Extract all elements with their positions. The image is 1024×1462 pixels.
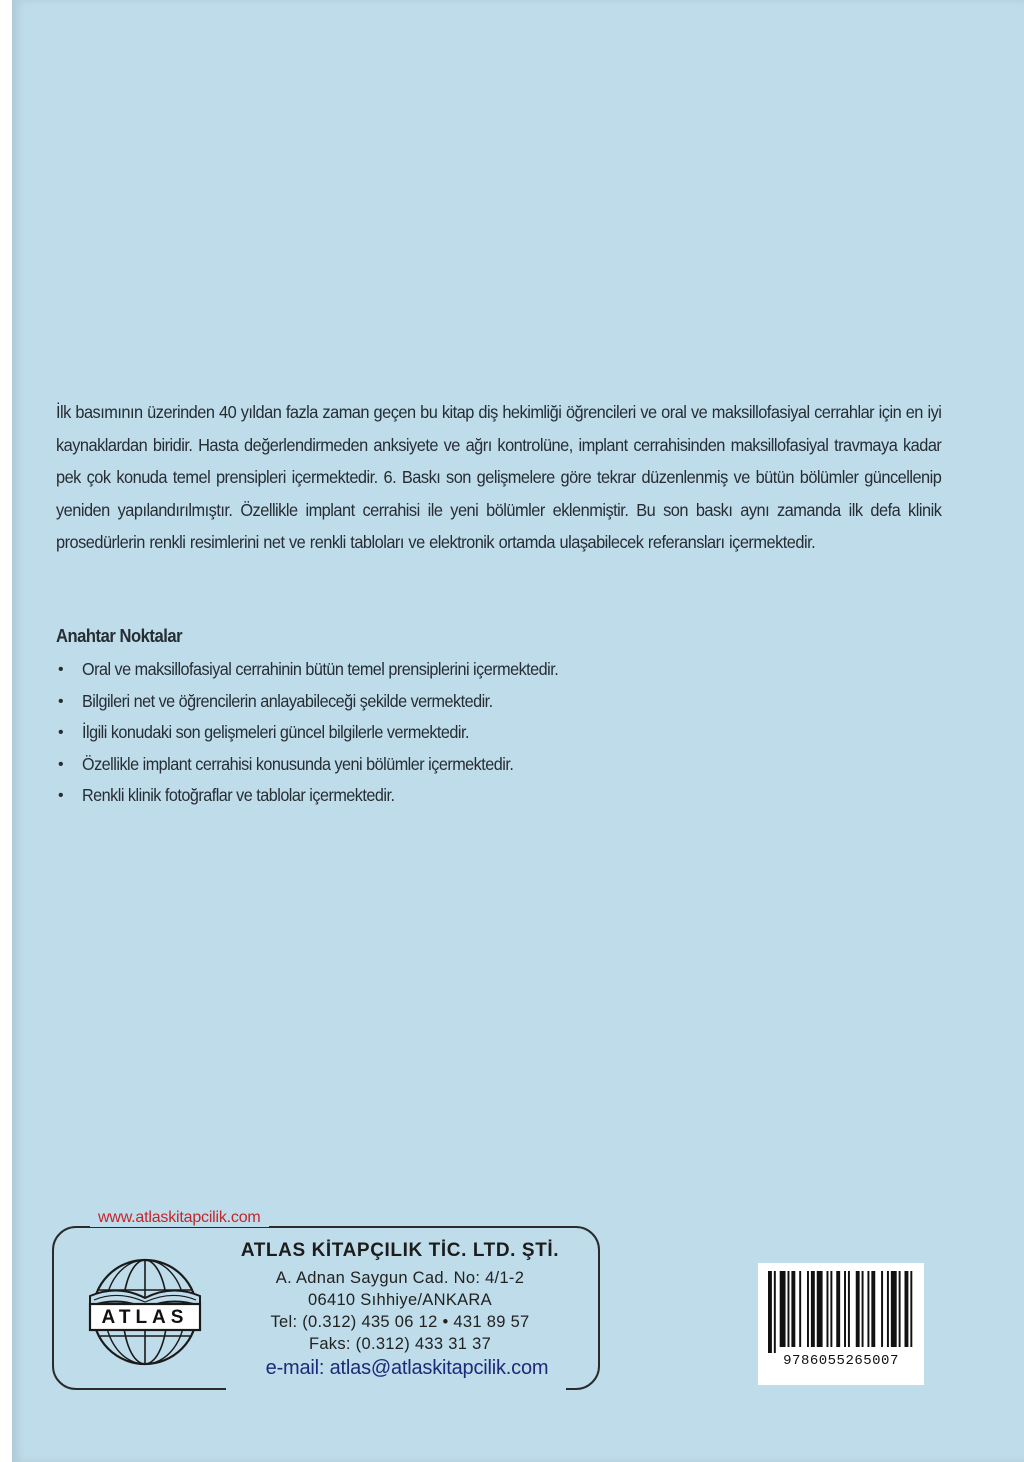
list-item: • Oral ve maksillofasiyal cerrahinin bütün temel prensiplerini içermektedir. [56, 654, 600, 686]
box-border-gap [226, 1378, 566, 1392]
list-item: • Özellikle implant cerrahisi konusunda yeni bölümler içermektedir. [56, 749, 600, 781]
publisher-address-line1: A. Adnan Saygun Cad. No: 4/1-2 [275, 1269, 525, 1287]
barcode-bar [774, 1271, 776, 1353]
bullet-icon: • [58, 661, 64, 678]
barcode-bar [862, 1271, 864, 1347]
barcode-bar [881, 1271, 883, 1347]
list-item: • Bilgileri net ve öğrencilerin anlayabileceği şekilde vermektedir. [56, 686, 600, 718]
key-points-list [56, 654, 600, 812]
barcode-bar [905, 1271, 909, 1347]
isbn-barcode [758, 1263, 924, 1385]
barcode-bar [811, 1271, 815, 1347]
atlas-logo [80, 1250, 210, 1380]
barcode-bar [871, 1271, 875, 1347]
barcode-bar [768, 1271, 772, 1353]
list-item: • Renkli klinik fotoğraflar ve tablolar içermektedir. [56, 780, 600, 812]
barcode-bar [899, 1271, 901, 1347]
barcode-bar [827, 1271, 829, 1347]
bullet-icon: • [58, 755, 64, 773]
bullet-icon: • [58, 724, 64, 741]
barcode-bar [830, 1271, 832, 1347]
barcode-bar [807, 1271, 809, 1347]
barcode-bar [836, 1271, 840, 1347]
barcode-bar [848, 1271, 850, 1347]
publisher-fax: Faks: (0.312) 433 31 37 [308, 1335, 492, 1353]
barcode-bar [799, 1271, 801, 1347]
barcode-bars [766, 1271, 916, 1353]
barcode-bar [867, 1271, 869, 1347]
book-description: İlk basımının üzerinden 40 yıldan fazla zaman geçen bu kitap diş hekimliği öğrencileri ve oral ve maksillofasiyal cerrahlar için en iyi kaynaklardan biridir. Hasta değerlendirmeden anksiyete ve ağrı kontrolüne, implant cerrahisinden maksillofasiyal travmaya kadar pek çok konuda temel prensipleri içermektedir. 6. Baskı son gelişmelere göre tekrar düzenlenmiş ve bütün bölümler güncellenip yeniden yapılandırılmıştır. Özellikle implant cerrahisi ile yeni bölümler eklenmiştir. Bu son baskı aynı zamanda ilk defa klinik prosedürlerin renkli resimlerini net ve renkli tabloları ve elektronik ortamda ulaşabilecek referansları içermektedir. [56, 402, 942, 552]
barcode-bar [844, 1271, 846, 1347]
barcode-bar [788, 1271, 790, 1347]
bullet-icon: • [58, 787, 64, 804]
barcode-bar [791, 1271, 795, 1347]
list-item: • İlgili konudaki son gelişmeleri güncel bilgilerle vermektedir. [56, 717, 600, 749]
barcode-bar [887, 1271, 889, 1347]
publisher-address-line2: 06410 Sıhhiye/ANKARA [308, 1291, 492, 1309]
barcode-bar [856, 1271, 860, 1347]
barcode-bar [780, 1271, 786, 1347]
publisher-phone: Tel: (0.312) 435 06 12 • 431 89 57 [270, 1313, 530, 1331]
bullet-icon: • [58, 692, 64, 710]
barcode-digits: 9786055265007 [783, 1353, 899, 1369]
key-points-heading: Anahtar Noktalar [56, 626, 183, 646]
publisher-email-link[interactable]: e-mail: atlas@atlaskitapcilik.com [265, 1357, 549, 1379]
barcode-bar [910, 1271, 912, 1347]
publisher-website-link[interactable]: www.atlaskitapcilik.com [90, 1209, 269, 1227]
publisher-name: ATLAS KİTAPÇILIK TİC. LTD. ŞTİ. [240, 1240, 560, 1261]
barcode-bar [891, 1271, 897, 1347]
barcode-bar [817, 1271, 823, 1347]
logo-text: ATLAS [101, 1307, 189, 1328]
